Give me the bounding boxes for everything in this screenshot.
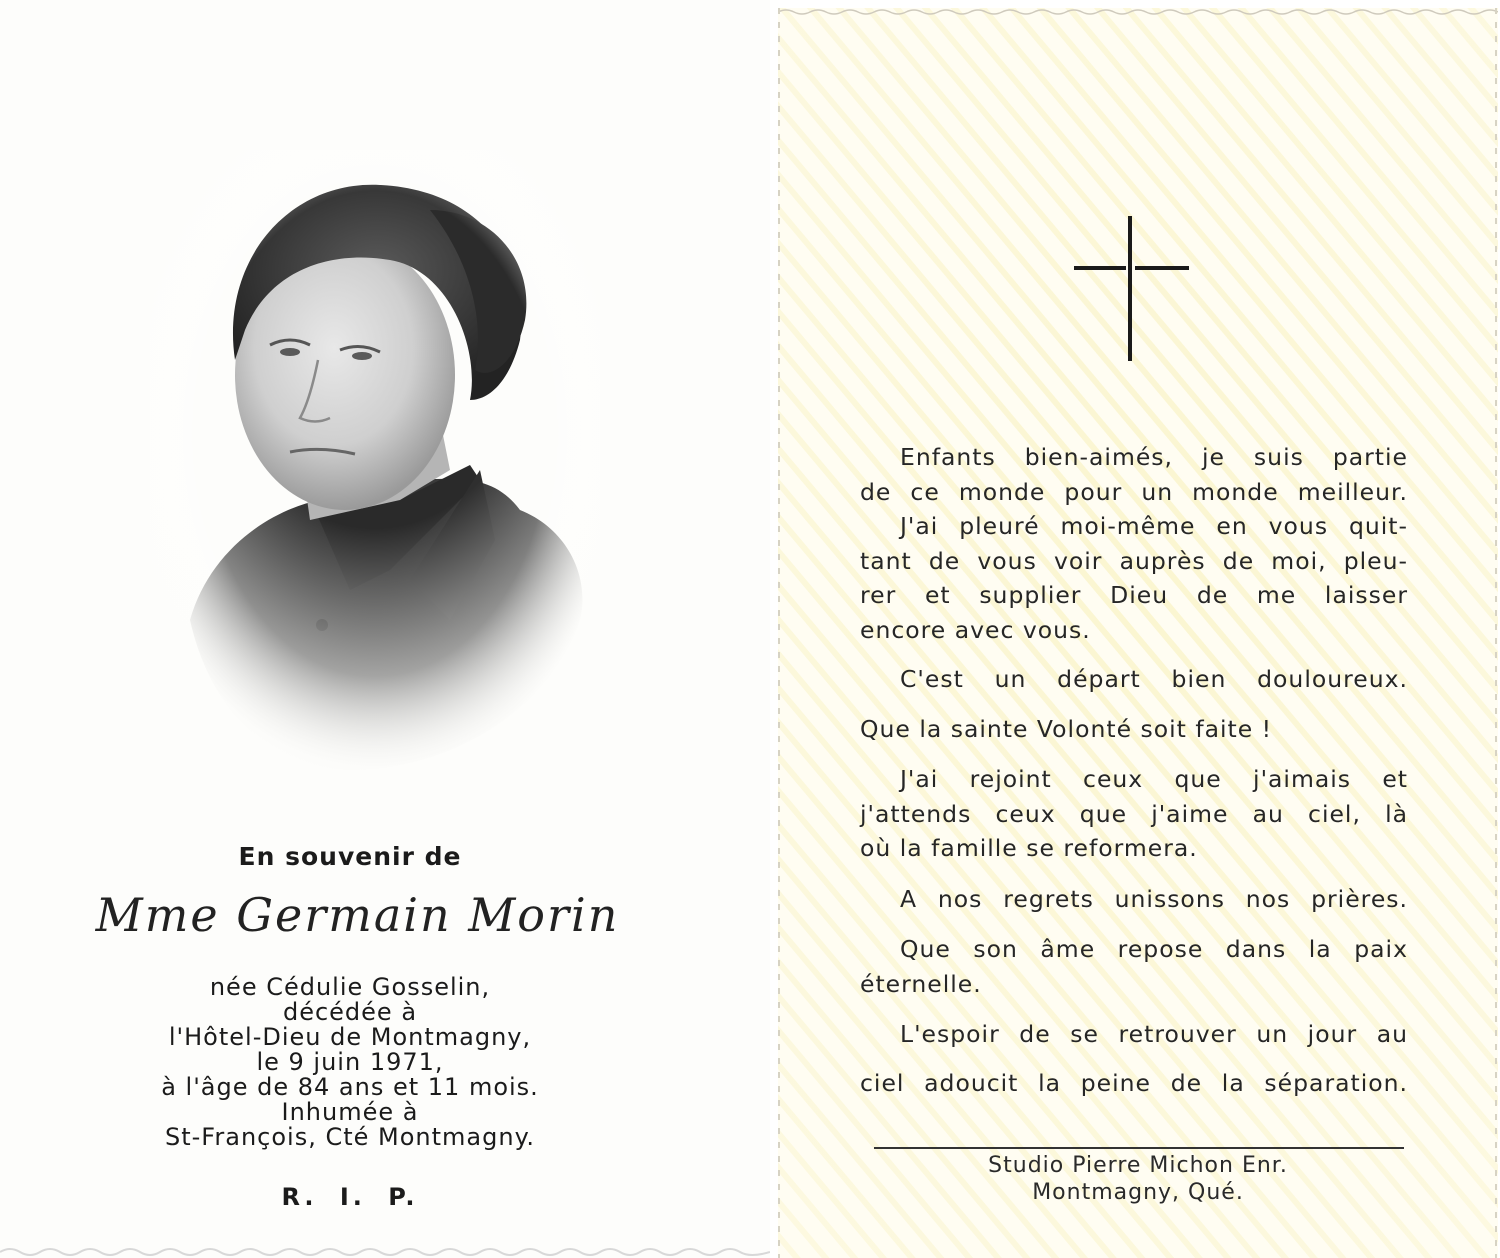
poem-line: où la famille se reformera.: [860, 834, 1198, 862]
poem-block: [860, 1066, 1408, 1101]
scalloped-edge: [0, 1240, 770, 1258]
poem-line: L'espoir de se retrouver un jour au: [900, 1020, 1408, 1048]
rip-closing: R. I. P.: [281, 1183, 419, 1211]
poem-line: éternelle.: [860, 969, 982, 998]
poem-line: Que la sainte Volonté soit faite !: [860, 715, 1273, 743]
poem-line: tant de vous voir auprès de moi, pleu-: [860, 546, 1408, 575]
detail-line: décédée à: [282, 998, 418, 1026]
poem-block: [860, 932, 1408, 1001]
studio-credit: [858, 1152, 1418, 1206]
detail-line: Inhumée à: [281, 1098, 419, 1126]
poem-line: j'attends ceux que j'aime au ciel, là: [860, 799, 1408, 828]
detail-line: née Cédulie Gosselin,: [209, 973, 491, 1001]
poem-line: Enfants bien-aimés, je suis partie: [900, 443, 1408, 471]
prayer-card: [778, 8, 1498, 1258]
poem-block: [860, 1017, 1408, 1052]
poem-block: [860, 762, 1408, 866]
studio-location: Montmagny, Qué.: [1032, 1180, 1244, 1205]
studio-name: Studio Pierre Michon Enr.: [988, 1153, 1288, 1178]
poem-block: [860, 440, 1408, 647]
detail-line: St-François, Cté Montmagny.: [165, 1123, 535, 1151]
detail-line: le 9 juin 1971,: [256, 1048, 444, 1076]
signature-rule: [874, 1147, 1404, 1149]
poem-line: encore avec vous.: [860, 615, 1091, 644]
portrait-photo: [150, 150, 600, 780]
poem-block: [860, 882, 1408, 917]
poem-line: J'ai pleuré moi-même en vous quit-: [900, 512, 1408, 540]
poem-line: A nos regrets unissons nos prières.: [900, 885, 1408, 913]
details-block: [0, 975, 700, 1150]
card-gap: [770, 0, 778, 1258]
poem-line: rer et supplier Dieu de me laisser: [860, 581, 1408, 609]
detail-line: l'Hôtel-Dieu de Montmagny,: [168, 1023, 532, 1051]
poem-line: J'ai rejoint ceux que j'aimais et: [900, 765, 1408, 793]
poem-line: Que son âme repose dans la paix: [900, 935, 1408, 963]
latin-cross-icon: [1074, 216, 1189, 361]
detail-line: à l'âge de 84 ans et 11 mois.: [161, 1073, 539, 1101]
poem-line: C'est un départ bien douloureux.: [900, 665, 1408, 693]
deceased-name: Mme Germain Morin: [95, 888, 620, 942]
poem-line: de ce monde pour un monde meilleur.: [860, 477, 1408, 506]
souvenir-heading: En souvenir de: [238, 842, 462, 871]
poem-block: [860, 662, 1408, 697]
poem-block: [860, 712, 1408, 747]
poem-line: ciel adoucit la peine de la séparation.: [860, 1069, 1408, 1097]
